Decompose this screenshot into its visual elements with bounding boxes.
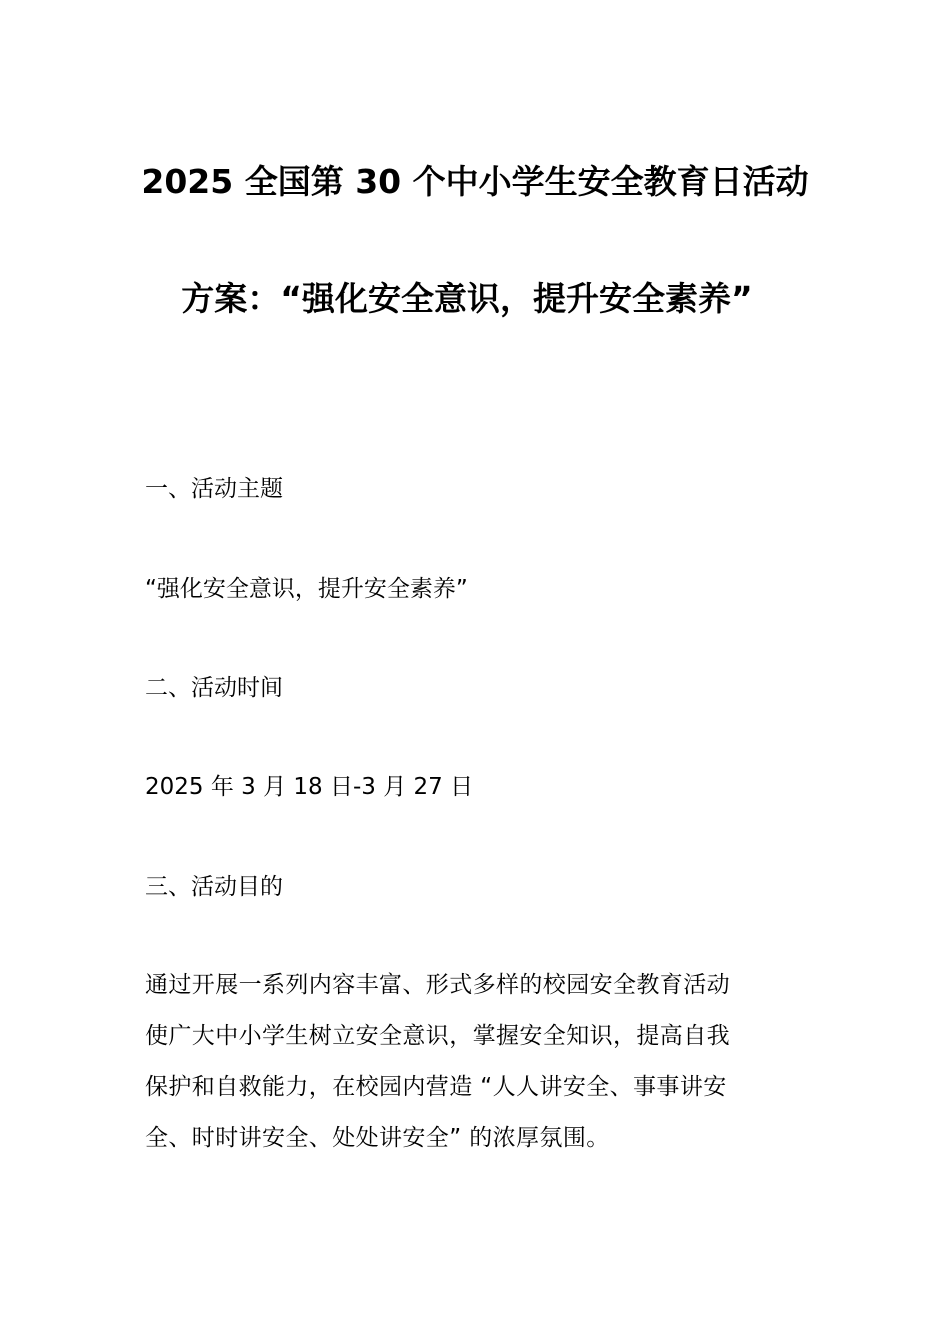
section-content-theme: “强化安全意识，提升安全素养” <box>145 576 468 602</box>
section-content-purpose <box>145 968 815 1172</box>
purpose-line-2: 使广大中小学生树立安全意识，掌握安全知识，提高自我 <box>145 1023 730 1049</box>
section-content-time: 2025 年 3 月 18 日-3 月 27 日 <box>145 774 474 800</box>
purpose-line-1: 通过开展一系列内容丰富、形式多样的校园安全教育活动 <box>145 972 730 998</box>
purpose-line-3: 保护和自救能力，在校园内营造 “人人讲安全、事事讲安 <box>145 1074 727 1100</box>
section-heading-purpose: 三、活动目的 <box>145 874 283 900</box>
purpose-line-4: 全、时时讲安全、处处讲安全” 的浓厚氛围。 <box>145 1125 610 1151</box>
section-heading-time: 二、活动时间 <box>145 675 283 701</box>
section-heading-theme: 一、活动主题 <box>145 476 283 502</box>
document-title-line-2: 方案：“强化安全意识，提升安全素养” <box>181 279 753 318</box>
document-title-line-1: 2025 全国第 30 个中小学生安全教育日活动 <box>141 162 809 201</box>
